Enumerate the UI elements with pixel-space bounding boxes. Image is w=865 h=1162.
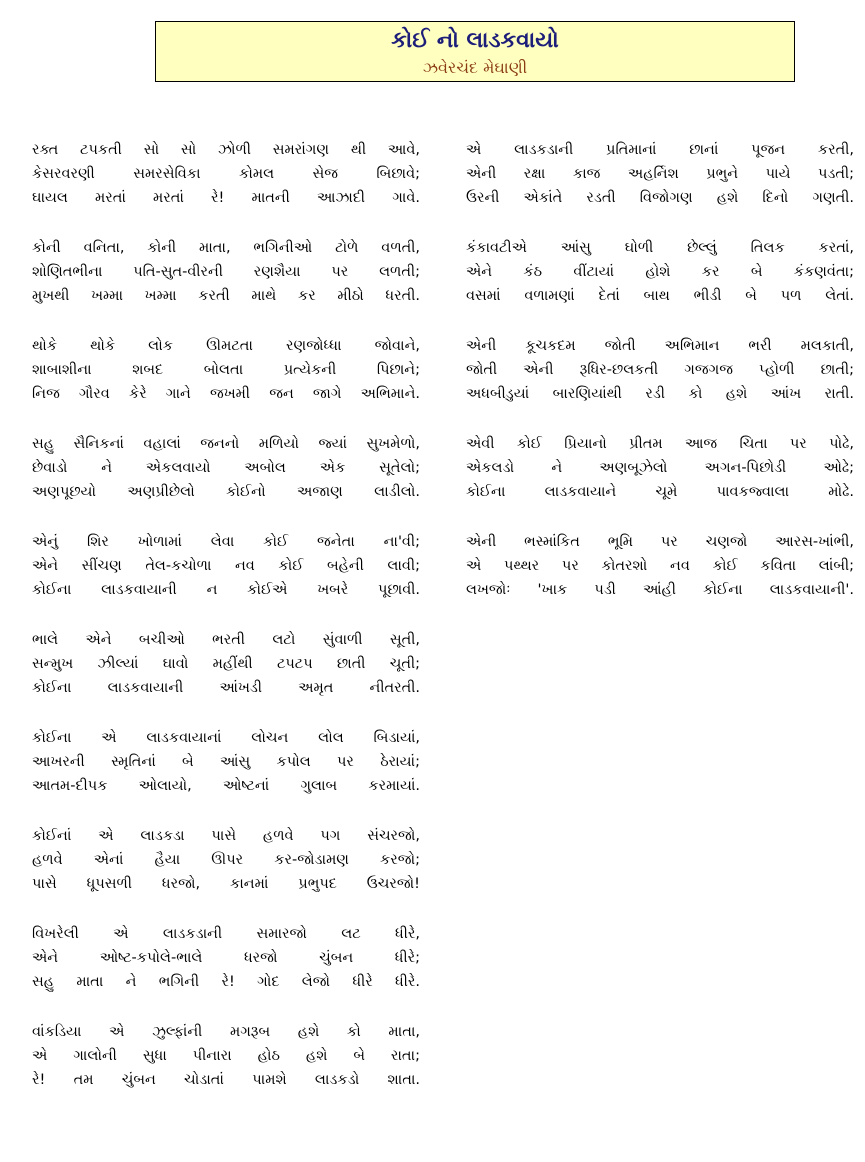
poem-line: કોઈના લાડકવાયાની આંખડી અમૃત નીતરતી. <box>32 680 420 696</box>
poem-line: કોની વનિતા, કોની માતા, ભગિનીઓ ટોળે વળતી, <box>32 240 420 256</box>
poem-line: સન્મુખ ઝીલ્યાં ઘાવો મહીંથી ટપટપ છાતી ચૂતી; <box>32 656 420 672</box>
poem-line: ભાલે એને બચીઓ ભરતી લટો સુંવાળી સૂતી, <box>32 632 420 648</box>
poem-line: શાબાશીના શબદ બોલતા પ્રત્યેકની પિછાને; <box>32 362 420 378</box>
stanza <box>32 628 420 700</box>
poem-line: વસમાં વળામણાં દેતાં બાથ ભીડી બે પળ લેતાં. <box>466 288 854 304</box>
poem-line: વાંકડિયા એ ઝુલ્ફાંની મગરૂબ હશે કો માતા, <box>32 1024 420 1040</box>
poem-line: એને ઓષ્ટ-કપોલે-ભાલે ધરજો ચુંબન ધીરે; <box>32 950 420 966</box>
stanza <box>32 334 420 406</box>
poem-line: આખરની સ્મૃતિનાં બે આંસુ કપોલ પર ઠેરાયાં; <box>32 754 420 770</box>
stanza <box>466 236 854 308</box>
poem-line: વિખરેલી એ લાડકડાની સમારજો લટ ધીરે, <box>32 926 420 942</box>
poem-line: થોકે થોકે લોક ઊમટતા રણજોધ્ધા જોવાને, <box>32 338 420 354</box>
poem-line: ઘાયલ મરતાં મરતાં રે! માતની આઝાદી ગાવે. <box>32 190 420 206</box>
stanza <box>32 236 420 308</box>
poem-line: કોઈના એ લાડકવાયાનાં લોચન લોલ બિડાયાં, <box>32 730 420 746</box>
stanza <box>32 530 420 602</box>
poem-line: એને કંઠ વીંટાયાં હોશે કર બે કંકણવંતા; <box>466 264 854 280</box>
poem-line: ઉરની એકાંતે રડતી વિજોગણ હશે દિનો ગણતી. <box>466 190 854 206</box>
poem-line: એવી કોઈ પ્રિયાનો પ્રીતમ આજ ચિતા પર પોઢે, <box>466 436 854 452</box>
poem-line: સહુ માતા ને ભગિની રે! ગોદ લેજો ધીરે ધીરે. <box>32 974 420 990</box>
poem-line: કોઈનાં એ લાડકડા પાસે હળવે પગ સંચરજો, <box>32 828 420 844</box>
title-box <box>155 21 795 82</box>
poem-line: એનું શિર ખોળામાં લેવા કોઈ જનેતા ના'વી; <box>32 534 420 550</box>
stanza <box>32 726 420 798</box>
poem-line: એ ગાલોની સુધા પીનારા હોઠ હશે બે રાતા; <box>32 1048 420 1064</box>
poem-line: કોઈના લાડકવાયાની ન કોઈએ ખબરે પૂછાવી. <box>32 582 420 598</box>
poem-line: કેસરવરણી સમરસેવિકા કોમલ સેજ બિછાવે; <box>32 166 420 182</box>
stanza <box>466 138 854 210</box>
poem-line: એકલડો ને અણબૂઝેલો અગન-પિછોડી ઓઢે; <box>466 460 854 476</box>
right-column <box>466 138 854 628</box>
poem-line: લખજોઃ 'ખાક પડી આંહી કોઈના લાડકવાયાની'. <box>466 582 854 598</box>
poem-line: કંકાવટીએ આંસુ ઘોળી છેલ્લું તિલક કરતાં, <box>466 240 854 256</box>
poem-line: આતમ-દીપક ઓલાયો, ઓષ્ટનાં ગુલાબ કરમાયાં. <box>32 778 420 794</box>
stanza <box>32 432 420 504</box>
stanza <box>466 530 854 602</box>
poem-line: એની કૂચકદમ જોતી અભિમાન ભરી મલકાતી, <box>466 338 854 354</box>
poem-line: સહુ સૈનિકનાં વહાલાં જનનો મળિયો જ્યાં સુખમેળો, <box>32 436 420 452</box>
poem-title: કોઈ નો લાડકવાયો <box>391 28 559 53</box>
poem-line: એની રક્ષા કાજ અહર્નિશ પ્રભુને પાયે પડતી; <box>466 166 854 182</box>
poem-line: જોતી એની રૂધિર-છલકતી ગજગજ પ્હોળી છાતી; <box>466 362 854 378</box>
stanza <box>32 922 420 994</box>
stanza <box>32 824 420 896</box>
stanza <box>466 334 854 406</box>
poem-line: રે! તમ ચુંબન ચોડાતાં પામશે લાડકડો શાતા. <box>32 1072 420 1088</box>
poem-line: અધબીડુયાં બારણિયાંથી રડી કો હશે આંખ રાતી. <box>466 386 854 402</box>
stanza <box>32 1020 420 1092</box>
left-column <box>32 138 420 1118</box>
poem-line: મુખથી ખમ્મા ખમ્મા કરતી માથે કર મીઠો ધરતી. <box>32 288 420 304</box>
poem-line: એ લાડકડાની પ્રતિમાનાં છાનાં પૂજન કરતી, <box>466 142 854 158</box>
poem-line: શોણિતભીના પતિ-સુત-વીરની રણશૈયા પર લળતી; <box>32 264 420 280</box>
stanza <box>32 138 420 210</box>
poem-author: ઝવેરચંદ મેઘાણી <box>422 58 528 77</box>
poem-line: નિજ ગૌરવ કેરે ગાને જખમી જન જાગે અભિમાને. <box>32 386 420 402</box>
poem-line: હળવે એનાં હૈયા ઊપર કર-જોડામણ કરજો; <box>32 852 420 868</box>
poem-line: રક્ત ટપકતી સો સો ઝોળી સમરાંગણ થી આવે, <box>32 142 420 158</box>
poem-line: એની ભસ્માંકિત ભૂમિ પર ચણજો આરસ-ખાંભી, <box>466 534 854 550</box>
poem-line: પાસે ધૂપસળી ધરજો, કાનમાં પ્રભુપદ ઉચરજો! <box>32 876 420 892</box>
poem-line: છેવાડો ને એકલવાયો અબોલ એક સૂતેલો; <box>32 460 420 476</box>
poem-line: અણપૂછયો અણપ્રીછેલો કોઈનો અજાણ લાડીલો. <box>32 484 420 500</box>
poem-line: કોઈના લાડકવાયાને ચૂમે પાવકજ્વાલા મોઢે. <box>466 484 854 500</box>
poem-line: એ પથ્થર પર કોતરશો નવ કોઈ કવિતા લાંબી; <box>466 558 854 574</box>
poem-line: એને સીંચણ તેલ-કચોળા નવ કોઈ બહેની લાવી; <box>32 558 420 574</box>
stanza <box>466 432 854 504</box>
